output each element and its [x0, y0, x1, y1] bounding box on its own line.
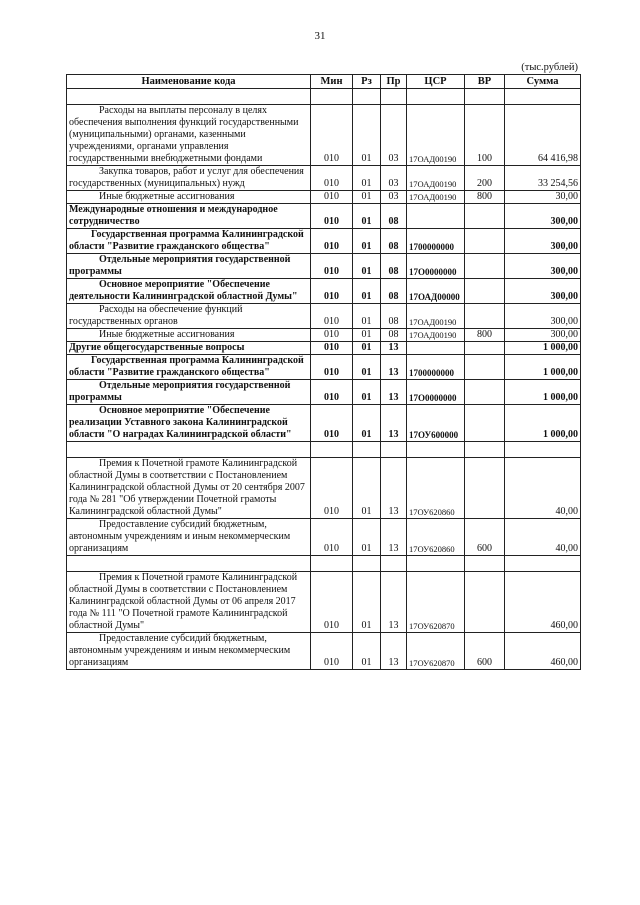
row-vr: 600	[465, 519, 505, 556]
row-rz: 01	[353, 204, 381, 229]
row-vr: 200	[465, 166, 505, 191]
table-row	[67, 204, 581, 229]
row-csr: 1700000000	[407, 355, 465, 380]
row-name: Расходы на выплаты персоналу в целях обеспечения выполнения функций государственными (муниципальными) органами, казенными учреждениями, органами управления государственными внебюджетными фондами	[67, 105, 311, 166]
row-sum: 33 254,56	[505, 166, 581, 191]
row-sum: 1 000,00	[505, 355, 581, 380]
row-sum: 30,00	[505, 191, 581, 204]
row-name: Отдельные мероприятия государственной программы	[67, 380, 311, 405]
header-vr: ВР	[465, 75, 505, 89]
row-pr: 13	[381, 458, 407, 519]
row-rz: 01	[353, 166, 381, 191]
row-min: 010	[311, 191, 353, 204]
row-min: 010	[311, 105, 353, 166]
row-sum: 1 000,00	[505, 380, 581, 405]
row-sum: 300,00	[505, 229, 581, 254]
row-pr: 13	[381, 405, 407, 442]
row-rz: 01	[353, 105, 381, 166]
row-rz: 01	[353, 380, 381, 405]
row-rz: 01	[353, 458, 381, 519]
header-min: Мин	[311, 75, 353, 89]
row-rz: 01	[353, 572, 381, 633]
row-vr	[465, 304, 505, 329]
units-label: (тыс.рублей)	[521, 62, 578, 73]
row-pr: 13	[381, 355, 407, 380]
row-sum: 300,00	[505, 329, 581, 342]
row-sum: 64 416,98	[505, 105, 581, 166]
row-min: 010	[311, 633, 353, 670]
row-sum: 300,00	[505, 304, 581, 329]
row-pr: 08	[381, 329, 407, 342]
row-name: Иные бюджетные ассигнования	[67, 191, 311, 204]
row-csr: 17О0000000	[407, 380, 465, 405]
table-row	[67, 304, 581, 329]
row-min: 010	[311, 204, 353, 229]
table-row	[67, 342, 581, 355]
header-pr: Пр	[381, 75, 407, 89]
budget-table	[66, 74, 581, 670]
row-min: 010	[311, 329, 353, 342]
row-min: 010	[311, 355, 353, 380]
row-csr: 17ОАД00000	[407, 279, 465, 304]
row-name: Предоставление субсидий бюджетным, автономным учреждениям и иным некоммерческим организациям	[67, 633, 311, 670]
row-name: Иные бюджетные ассигнования	[67, 329, 311, 342]
table-row-spacer	[67, 556, 581, 572]
row-vr	[465, 355, 505, 380]
header-csr: ЦСР	[407, 75, 465, 89]
row-name: Государственная программа Калининградской области "Развитие гражданского общества"	[67, 229, 311, 254]
row-name: Расходы на обеспечение функций государственных органов	[67, 304, 311, 329]
row-min: 010	[311, 304, 353, 329]
table-row	[67, 572, 581, 633]
row-pr: 08	[381, 254, 407, 279]
table-row	[67, 254, 581, 279]
row-sum: 1 000,00	[505, 342, 581, 355]
row-min: 010	[311, 166, 353, 191]
row-csr: 1700000000	[407, 229, 465, 254]
row-rz: 01	[353, 304, 381, 329]
row-name: Премия к Почетной грамоте Калининградской областной Думы в соответствии с Постановлением Калининградской областной Думы от 20 сентября 2007 года № 281 "Об утверждении Почетной грамоты Калининградской областной Думы"	[67, 458, 311, 519]
row-rz: 01	[353, 342, 381, 355]
row-min: 010	[311, 254, 353, 279]
row-sum: 300,00	[505, 204, 581, 229]
row-csr: 17О0000000	[407, 254, 465, 279]
row-sum: 40,00	[505, 519, 581, 556]
row-vr	[465, 405, 505, 442]
row-pr: 13	[381, 380, 407, 405]
row-min: 010	[311, 405, 353, 442]
row-min: 010	[311, 458, 353, 519]
row-pr: 03	[381, 105, 407, 166]
row-csr: 17ОУ620870	[407, 633, 465, 670]
row-min: 010	[311, 342, 353, 355]
row-csr: 17ОАД00190	[407, 329, 465, 342]
row-name: Основное мероприятие "Обеспечение реализации Уставного закона Калининградской области "О наградах Калининградской области"	[67, 405, 311, 442]
header-rz: Рз	[353, 75, 381, 89]
row-pr: 08	[381, 204, 407, 229]
row-name: Другие общегосударственные вопросы	[67, 342, 311, 355]
row-min: 010	[311, 380, 353, 405]
row-sum: 40,00	[505, 458, 581, 519]
row-csr: 17ОАД00190	[407, 166, 465, 191]
row-sum: 1 000,00	[505, 405, 581, 442]
row-vr	[465, 204, 505, 229]
row-min: 010	[311, 519, 353, 556]
row-pr: 13	[381, 519, 407, 556]
row-min: 010	[311, 229, 353, 254]
table-row	[67, 279, 581, 304]
table-row-spacer	[67, 442, 581, 458]
row-min: 010	[311, 572, 353, 633]
row-name: Государственная программа Калининградской области "Развитие гражданского общества"	[67, 355, 311, 380]
row-vr: 800	[465, 329, 505, 342]
table-row	[67, 355, 581, 380]
table-row	[67, 380, 581, 405]
row-vr	[465, 279, 505, 304]
row-vr	[465, 342, 505, 355]
row-sum: 460,00	[505, 572, 581, 633]
row-csr: 17ОАД00190	[407, 105, 465, 166]
row-vr: 600	[465, 633, 505, 670]
row-name: Основное мероприятие "Обеспечение деятельности Калининградской областной Думы"	[67, 279, 311, 304]
row-vr	[465, 229, 505, 254]
row-sum: 460,00	[505, 633, 581, 670]
row-pr: 13	[381, 342, 407, 355]
row-rz: 01	[353, 254, 381, 279]
table-row	[67, 105, 581, 166]
row-csr	[407, 204, 465, 229]
row-vr	[465, 458, 505, 519]
row-rz: 01	[353, 229, 381, 254]
row-sum: 300,00	[505, 254, 581, 279]
header-name: Наименование кода	[67, 75, 311, 89]
row-csr: 17ОУ600000	[407, 405, 465, 442]
row-name: Отдельные мероприятия государственной программы	[67, 254, 311, 279]
page-number: 31	[314, 30, 326, 42]
row-rz: 01	[353, 279, 381, 304]
row-vr	[465, 572, 505, 633]
row-vr: 100	[465, 105, 505, 166]
row-csr: 17ОУ620860	[407, 519, 465, 556]
row-vr	[465, 254, 505, 279]
table-row	[67, 191, 581, 204]
row-sum: 300,00	[505, 279, 581, 304]
row-csr: 17ОАД00190	[407, 191, 465, 204]
row-name: Премия к Почетной грамоте Калининградской областной Думы в соответствии с Постановлением Калининградской областной Думы от 06 апреля 2017 года № 111 "О Почетной грамоте Калининградской областной Думы"	[67, 572, 311, 633]
row-name: Предоставление субсидий бюджетным, автономным учреждениям и иным некоммерческим организациям	[67, 519, 311, 556]
table-row	[67, 405, 581, 442]
row-rz: 01	[353, 633, 381, 670]
table-row	[67, 329, 581, 342]
row-csr: 17ОУ620860	[407, 458, 465, 519]
row-rz: 01	[353, 355, 381, 380]
row-pr: 08	[381, 279, 407, 304]
row-name: Международные отношения и международное сотрудничество	[67, 204, 311, 229]
table-row	[67, 633, 581, 670]
row-pr: 08	[381, 304, 407, 329]
row-rz: 01	[353, 191, 381, 204]
table-row	[67, 229, 581, 254]
table-row	[67, 458, 581, 519]
row-csr: 17ОУ620870	[407, 572, 465, 633]
header-sum: Сумма	[505, 75, 581, 89]
row-pr: 13	[381, 633, 407, 670]
table-row-spacer	[67, 89, 581, 105]
row-pr: 13	[381, 572, 407, 633]
table-row	[67, 166, 581, 191]
row-pr: 03	[381, 166, 407, 191]
row-vr: 800	[465, 191, 505, 204]
row-pr: 03	[381, 191, 407, 204]
table-row	[67, 519, 581, 556]
row-csr	[407, 342, 465, 355]
row-vr	[465, 380, 505, 405]
row-rz: 01	[353, 405, 381, 442]
row-rz: 01	[353, 519, 381, 556]
row-csr: 17ОАД00190	[407, 304, 465, 329]
row-rz: 01	[353, 329, 381, 342]
table-header-row	[67, 75, 581, 89]
row-pr: 08	[381, 229, 407, 254]
row-name: Закупка товаров, работ и услуг для обеспечения государственных (муниципальных) нужд	[67, 166, 311, 191]
row-min: 010	[311, 279, 353, 304]
